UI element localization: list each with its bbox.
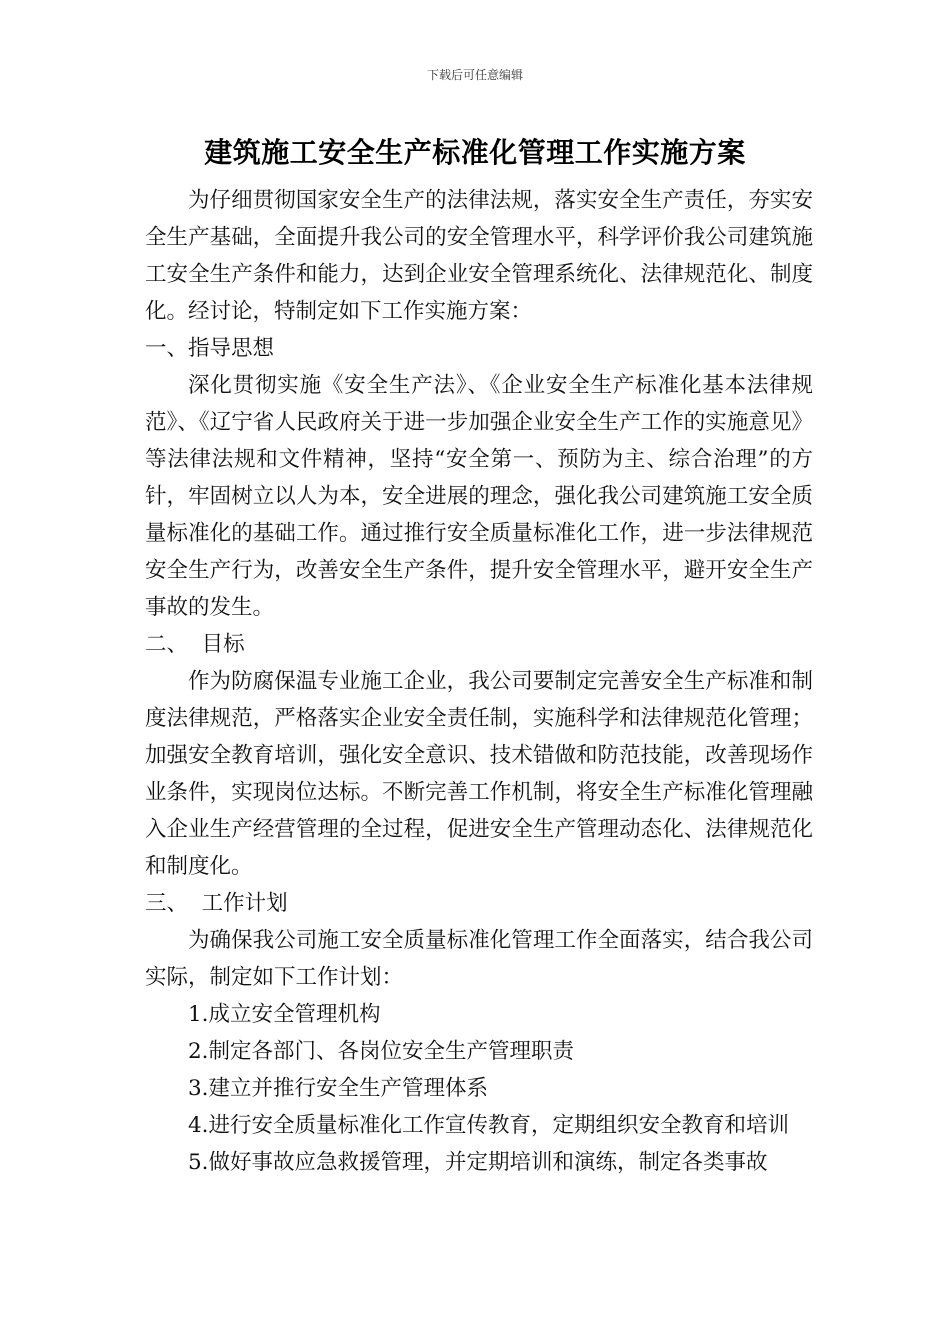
plan-item: 5.做好事故应急救援管理，并定期培训和演练，制定各类事故 bbox=[188, 1150, 768, 1175]
section-heading-goals: 二、 目标 bbox=[145, 632, 245, 657]
section-heading-guiding-ideology: 一、指导思想 bbox=[145, 336, 275, 361]
plan-item: 1.成立安全管理机构 bbox=[188, 1002, 381, 1027]
section-paragraph-work-plan: 为确保我公司施工安全质量标准化管理工作全面落实，结合我公司实际，制定如下工作计划： bbox=[145, 928, 813, 990]
plan-item: 2.制定各部门、各岗位安全生产管理职责 bbox=[188, 1039, 575, 1064]
plan-item: 3.建立并推行安全生产管理体系 bbox=[188, 1076, 489, 1101]
plan-item: 4.进行安全质量标准化工作宣传教育，定期组织安全教育和培训 bbox=[188, 1113, 790, 1138]
intro-paragraph: 为仔细贯彻国家安全生产的法律法规，落实安全生产责任，夯实安全生产基础，全面提升我公司的安全管理水平，科学评价我公司建筑施工安全生产条件和能力，达到企业安全管理系统化、法律规范化、制度化。经讨论，特制定如下工作实施方案： bbox=[145, 188, 813, 324]
section-paragraph-guiding-ideology: 深化贯彻实施《安全生产法》、《企业安全生产标准化基本法律规范》、《辽宁省人民政府关于进一步加强企业安全生产工作的实施意见》等法律法规和文件精神，坚持“安全第一、预防为主、综合治理”的方针，牢固树立以人为本，安全进展的理念，强化我公司建筑施工安全质量标准化的基础工作。通过推行安全质量标准化工作，进一步法律规范安全生产行为，改善安全生产条件，提升安全管理水平，避开安全生产事故的发生。 bbox=[145, 373, 813, 620]
section-paragraph-goals: 作为防腐保温专业施工企业，我公司要制定完善安全生产标准和制度法律规范，严格落实企业安全责任制，实施科学和法律规范化管理；加强安全教育培训，强化安全意识、技术错做和防范技能，改善现场作业条件，实现岗位达标。不断完善工作机制，将安全生产标准化管理融入企业生产经营管理的全过程，促进安全生产管理动态化、法律规范化和制度化。 bbox=[145, 669, 813, 879]
document-title: 建筑施工安全生产标准化管理工作实施方案 bbox=[204, 136, 746, 169]
document-body bbox=[145, 182, 813, 1181]
header-note: 下载后可任意编辑 bbox=[426, 68, 523, 82]
section-heading-work-plan: 三、 工作计划 bbox=[145, 891, 288, 916]
